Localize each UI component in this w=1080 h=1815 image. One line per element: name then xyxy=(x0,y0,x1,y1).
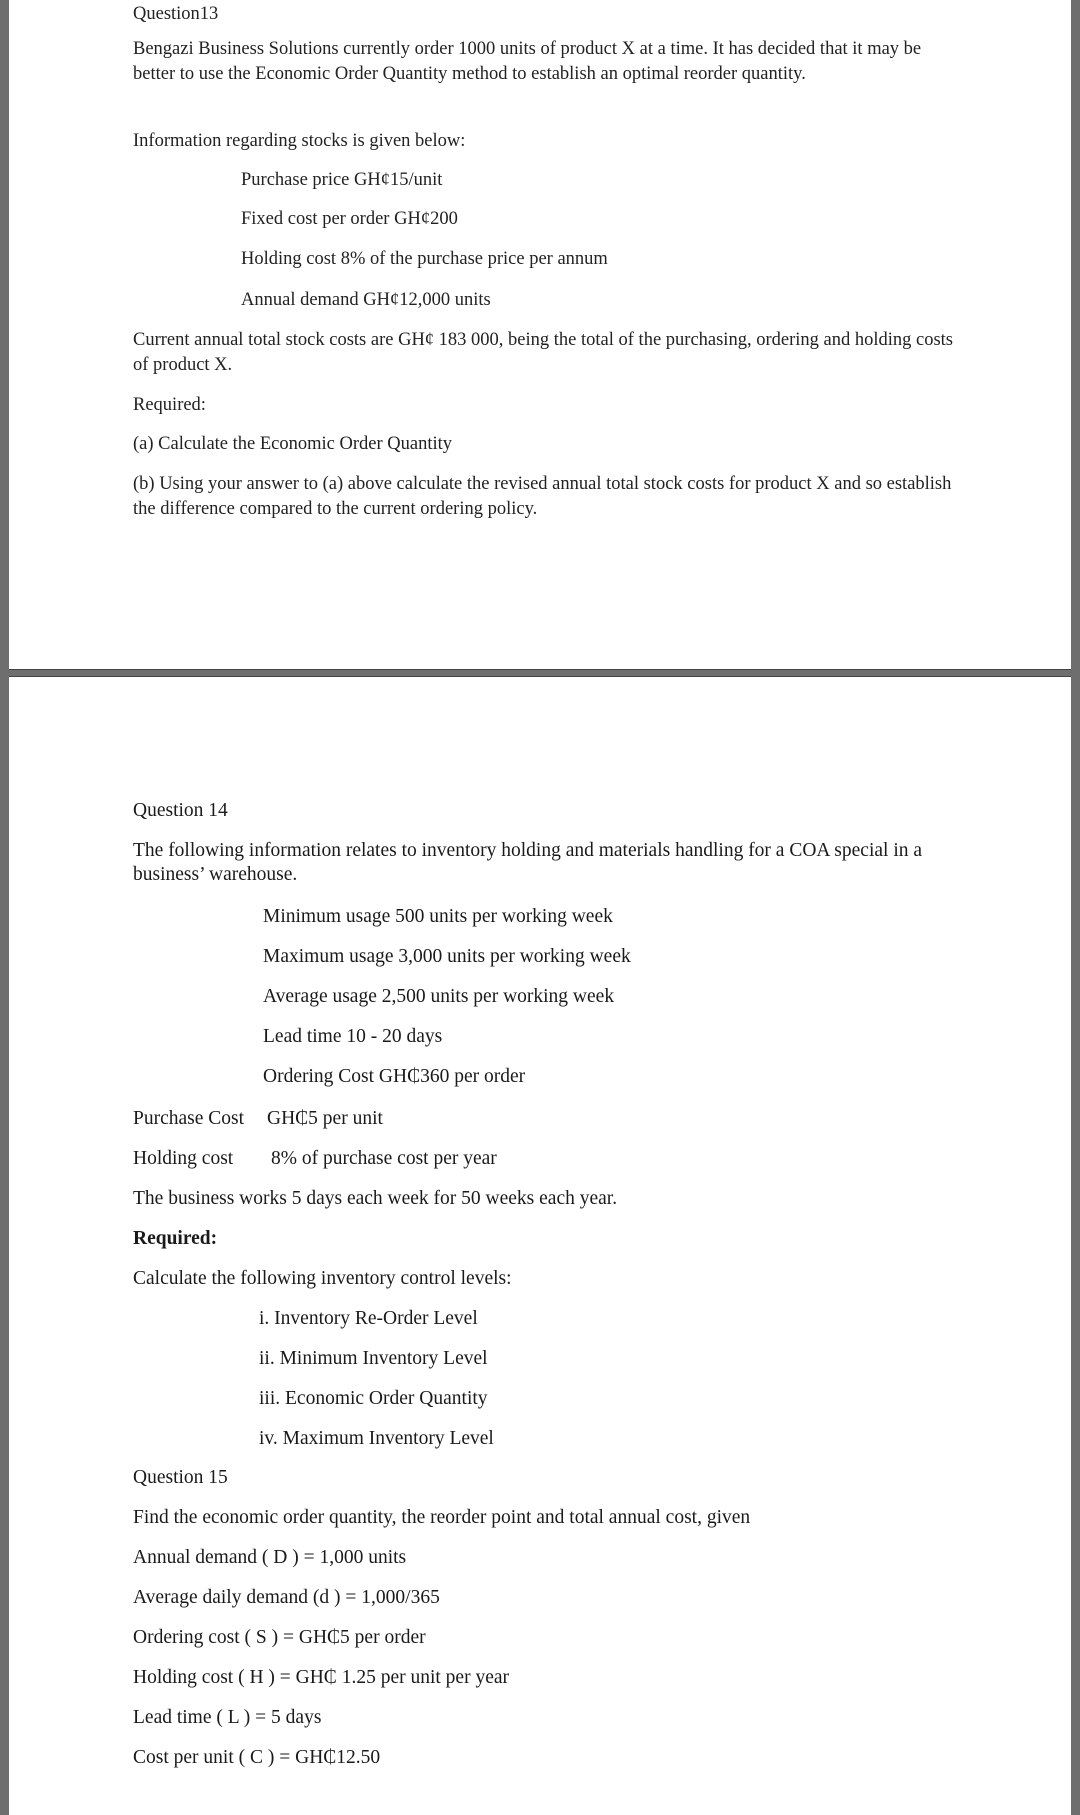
info-item-fixed-cost: Fixed cost per order GH¢200 xyxy=(241,209,458,229)
given-ordering-cost: Ordering cost ( S ) = GH₵5 per order xyxy=(133,1627,426,1648)
document-page-1 xyxy=(9,0,1071,670)
usage-item-average: Average usage 2,500 units per working week xyxy=(263,986,615,1007)
info-item-purchase-price: Purchase price GH¢15/unit xyxy=(241,170,443,190)
info-lead: Information regarding stocks is given below: xyxy=(133,131,466,151)
question-15-heading: Question 15 xyxy=(133,1467,228,1488)
task-eoq: iii. Economic Order Quantity xyxy=(259,1388,488,1409)
given-annual-demand: Annual demand ( D ) = 1,000 units xyxy=(133,1547,407,1568)
question-14-intro: The following information relates to inventory holding and materials handling for a COA special in a business’ warehouse. xyxy=(133,840,923,885)
document-page-2 xyxy=(9,676,1071,1815)
info-item-annual-demand: Annual demand GH¢12,000 units xyxy=(241,290,491,310)
question-14-heading: Question 14 xyxy=(133,800,228,821)
task-minimum-level: ii. Minimum Inventory Level xyxy=(259,1348,488,1369)
task-reorder-level: i. Inventory Re-Order Level xyxy=(259,1308,478,1329)
usage-item-ordering-cost: Ordering Cost GH₵360 per order xyxy=(263,1066,526,1087)
holding-cost-value: 8% of purchase cost per year xyxy=(271,1148,497,1169)
usage-item-minimum: Minimum usage 500 units per working week xyxy=(263,906,613,927)
holding-cost-label: Holding cost xyxy=(133,1148,234,1169)
question-13-required: Required: xyxy=(133,395,206,415)
info-item-holding-cost: Holding cost 8% of the purchase price per annum xyxy=(241,249,608,269)
question-13-intro: Bengazi Business Solutions currently order 1000 units of product X at a time. It has decided that it may be better to use the Economic Order Quantity method to establish an optimal reorder quantity. xyxy=(133,39,922,84)
purchase-cost-value: GH₵5 per unit xyxy=(267,1108,383,1129)
current-costs-text: Current annual total stock costs are GH¢ 183 000, being the total of the purchasing, ordering and holding costs of product X. xyxy=(133,330,953,375)
question-15-intro: Find the economic order quantity, the reorder point and total annual cost, given xyxy=(133,1507,751,1528)
calc-lead-text: Calculate the following inventory control levels: xyxy=(133,1268,512,1289)
given-holding-cost: Holding cost ( H ) = GH₵ 1.25 per unit per year xyxy=(133,1667,510,1688)
given-cost-per-unit: Cost per unit ( C ) = GH₵12.50 xyxy=(133,1747,381,1768)
usage-item-maximum: Maximum usage 3,000 units per working week xyxy=(263,946,631,967)
question-13-heading: Question13 xyxy=(133,4,219,24)
task-maximum-level: iv. Maximum Inventory Level xyxy=(259,1428,494,1449)
part-a: (a) Calculate the Economic Order Quantity xyxy=(133,434,452,454)
given-lead-time: Lead time ( L ) = 5 days xyxy=(133,1707,322,1728)
part-b: (b) Using your answer to (a) above calculate the revised annual total stock costs for product X and so establish the difference compared to the current ordering policy. xyxy=(133,474,952,519)
question-14-required: Required: xyxy=(133,1228,218,1249)
given-daily-demand: Average daily demand (d ) = 1,000/365 xyxy=(133,1587,440,1608)
working-schedule-text: The business works 5 days each week for 50 weeks each year. xyxy=(133,1188,618,1209)
usage-item-lead-time: Lead time 10 - 20 days xyxy=(263,1026,443,1047)
purchase-cost-label: Purchase Cost xyxy=(133,1108,245,1129)
